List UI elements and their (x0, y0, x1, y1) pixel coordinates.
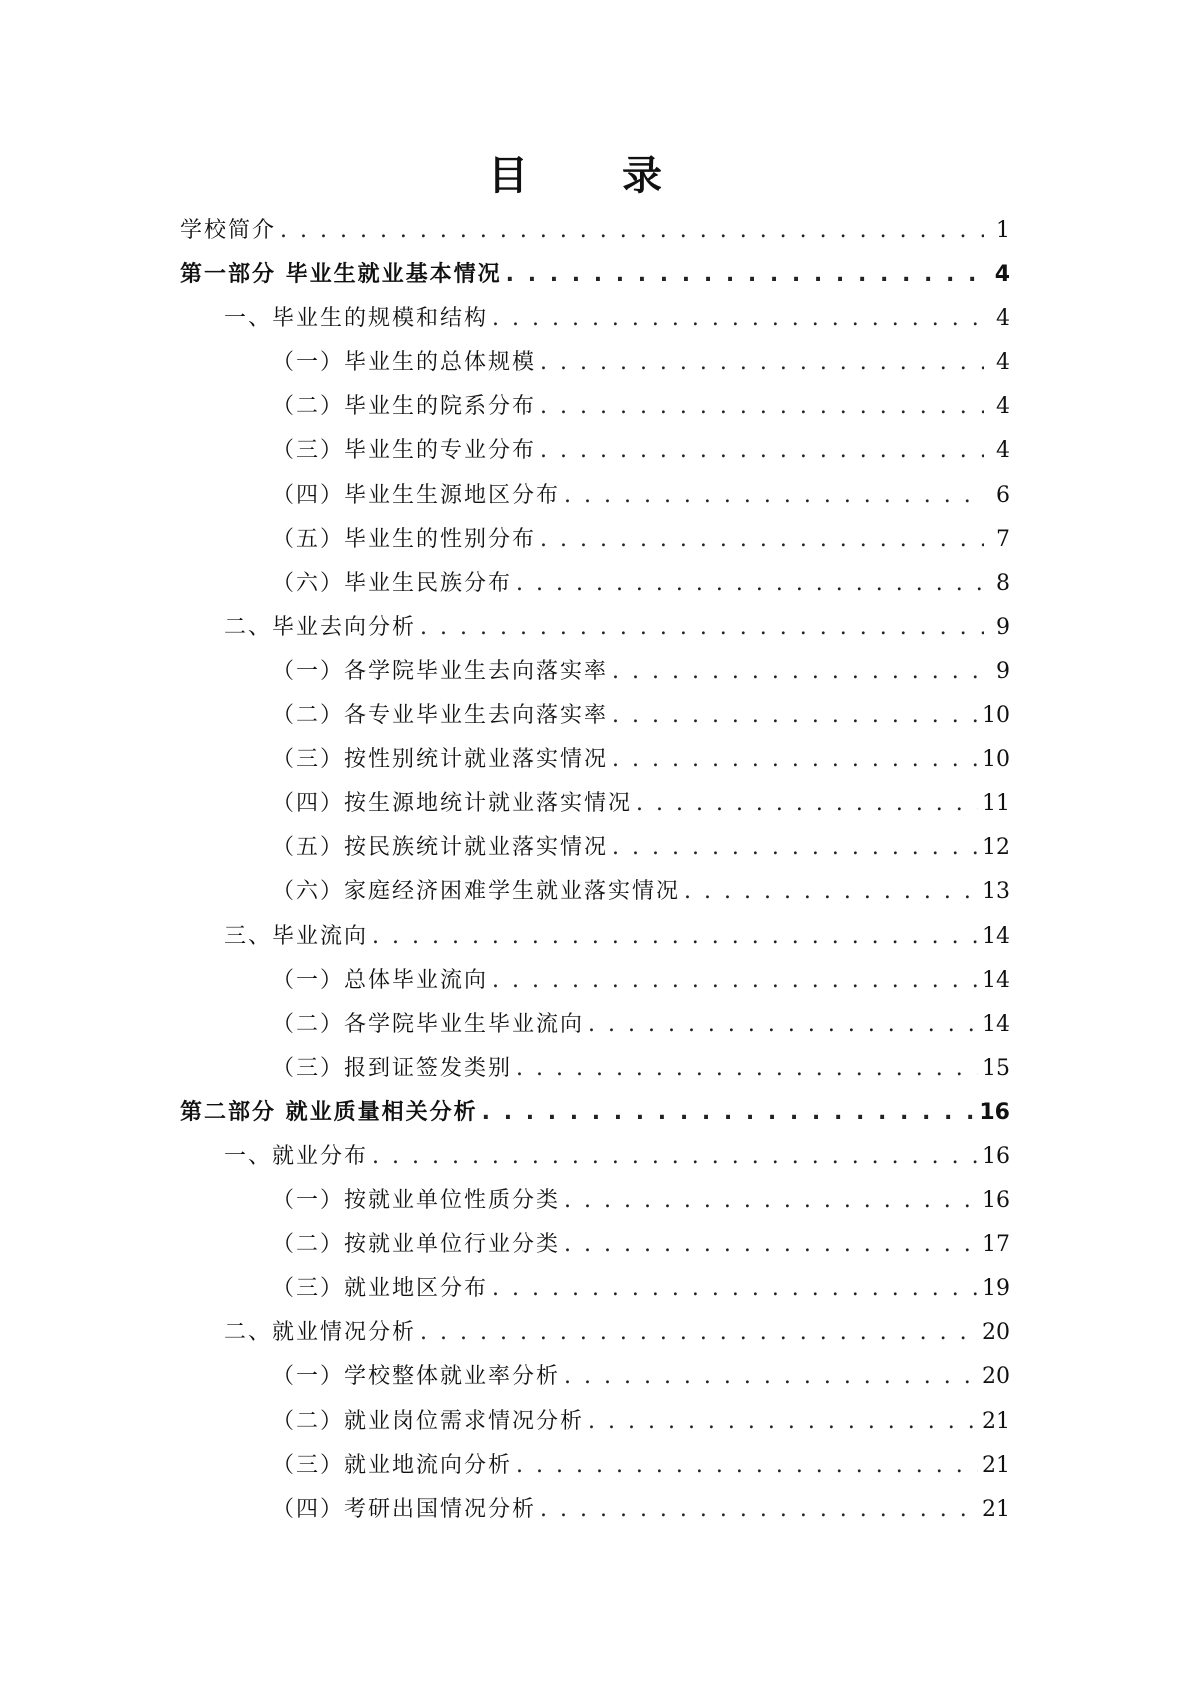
toc-entry-title: （六）家庭经济困难学生就业落实情况 (272, 879, 681, 905)
toc-leader-dots (540, 350, 984, 375)
toc-leader-dots (564, 1232, 978, 1257)
toc-entry-title: 一、毕业生的规模和结构 (224, 306, 489, 332)
toc-entry-title: （四）毕业生生源地区分布 (272, 482, 561, 508)
toc-leader-dots (492, 306, 984, 331)
toc-leader-dots (516, 1453, 978, 1478)
toc-page-number: 13 (982, 879, 1010, 905)
toc-page-number: 20 (982, 1364, 1010, 1390)
toc-leader-dots (372, 1144, 978, 1169)
toc-entry[interactable] (180, 1227, 1010, 1271)
table-of-contents (180, 213, 1010, 1536)
toc-entry[interactable] (180, 1051, 1010, 1095)
toc-entry[interactable] (180, 1007, 1010, 1051)
toc-entry-title: 第二部分 就业质量相关分析 (180, 1099, 478, 1125)
toc-entry-title: （二）毕业生的院系分布 (272, 394, 537, 420)
toc-entry-title: （三）报到证签发类别 (272, 1055, 513, 1081)
toc-page-number: 4 (994, 262, 1010, 288)
toc-entry-title: （六）毕业生民族分布 (272, 570, 513, 596)
toc-page-number: 4 (996, 394, 1010, 420)
toc-leader-dots (420, 615, 984, 640)
toc-leader-dots (516, 571, 984, 596)
toc-entry[interactable] (180, 1271, 1010, 1315)
toc-leader-dots (612, 703, 978, 728)
toc-entry-title: （三）就业地流向分析 (272, 1452, 513, 1478)
toc-page-number: 4 (996, 438, 1010, 464)
toc-leader-dots (636, 791, 978, 816)
toc-entry[interactable] (180, 213, 1010, 257)
toc-page-number: 15 (982, 1055, 1010, 1081)
toc-leader-dots (540, 438, 984, 463)
toc-entry[interactable] (180, 433, 1010, 477)
toc-entry[interactable] (180, 963, 1010, 1007)
toc-entry[interactable] (180, 522, 1010, 566)
toc-leader-dots (420, 1320, 978, 1345)
toc-page-number: 14 (982, 923, 1010, 949)
toc-leader-dots (492, 1276, 978, 1301)
toc-entry[interactable] (180, 654, 1010, 698)
toc-leader-dots (540, 527, 984, 552)
toc-page-number: 12 (982, 835, 1010, 861)
toc-leader-dots (372, 924, 978, 949)
toc-entry-title: 学校简介 (180, 218, 277, 243)
toc-entry[interactable] (180, 478, 1010, 522)
toc-leader-dots (482, 1100, 976, 1125)
toc-entry[interactable] (180, 610, 1010, 654)
toc-page-number: 14 (982, 1011, 1010, 1037)
toc-leader-dots (612, 747, 978, 772)
toc-page-number: 21 (982, 1496, 1010, 1522)
toc-entry-title: 三、毕业流向 (224, 923, 369, 949)
toc-page-number: 16 (982, 1143, 1010, 1169)
toc-entry-title: 二、毕业去向分析 (224, 614, 417, 640)
toc-page-number: 1 (996, 218, 1010, 243)
toc-entry-title: （二）按就业单位行业分类 (272, 1232, 561, 1258)
toc-entry[interactable] (180, 301, 1010, 345)
toc-entry-title: 一、就业分布 (224, 1143, 369, 1169)
toc-entry-title: （二）各学院毕业生毕业流向 (272, 1011, 585, 1037)
toc-entry[interactable] (180, 1139, 1010, 1183)
toc-page-number: 9 (996, 658, 1010, 684)
toc-entry-title: （一）学校整体就业率分析 (272, 1364, 561, 1390)
toc-entry-title: （三）按性别统计就业落实情况 (272, 747, 609, 773)
toc-entry-title: 二、就业情况分析 (224, 1320, 417, 1346)
toc-page-number: 4 (996, 350, 1010, 376)
toc-entry[interactable] (180, 566, 1010, 610)
toc-page-number: 16 (982, 1188, 1010, 1214)
toc-leader-dots (564, 1364, 978, 1389)
toc-entry-title: 第一部分 毕业生就业基本情况 (180, 262, 502, 288)
toc-page-number: 4 (996, 306, 1010, 332)
toc-entry[interactable] (180, 742, 1010, 786)
toc-leader-dots (684, 879, 978, 904)
toc-leader-dots (280, 218, 984, 243)
toc-page-number: 21 (982, 1408, 1010, 1434)
toc-page-number: 20 (982, 1320, 1010, 1346)
toc-entry[interactable] (180, 257, 1010, 301)
toc-entry[interactable] (180, 1359, 1010, 1403)
toc-leader-dots (506, 262, 984, 287)
toc-entry[interactable] (180, 919, 1010, 963)
toc-page-number: 8 (996, 570, 1010, 596)
toc-page-number: 11 (982, 791, 1010, 817)
toc-page-number: 6 (996, 482, 1010, 508)
toc-entry[interactable] (180, 786, 1010, 830)
toc-entry[interactable] (180, 1492, 1010, 1536)
toc-leader-dots (540, 394, 984, 419)
toc-leader-dots (540, 1497, 978, 1522)
toc-entry[interactable] (180, 1404, 1010, 1448)
toc-leader-dots (588, 1012, 978, 1037)
toc-page-number: 10 (982, 703, 1010, 729)
toc-entry[interactable] (180, 830, 1010, 874)
toc-entry-title: （一）各学院毕业生去向落实率 (272, 658, 609, 684)
toc-entry-title: （五）毕业生的性别分布 (272, 526, 537, 552)
toc-entry-title: （四）按生源地统计就业落实情况 (272, 791, 633, 817)
toc-leader-dots (588, 1409, 978, 1434)
toc-leader-dots (612, 659, 984, 684)
toc-entry[interactable] (180, 389, 1010, 433)
toc-entry[interactable] (180, 698, 1010, 742)
toc-page-number: 7 (996, 526, 1010, 552)
toc-entry-title: （一）按就业单位性质分类 (272, 1188, 561, 1214)
toc-page-number: 16 (979, 1099, 1010, 1125)
toc-page-number: 17 (982, 1232, 1010, 1258)
toc-entry[interactable] (180, 1315, 1010, 1359)
toc-entry[interactable] (180, 1183, 1010, 1227)
toc-entry-title: （三）就业地区分布 (272, 1276, 489, 1302)
page-title: 目 录 (488, 153, 702, 199)
toc-leader-dots (612, 835, 978, 860)
toc-entry[interactable] (180, 874, 1010, 918)
toc-entry-title: （四）考研出国情况分析 (272, 1496, 537, 1522)
toc-entry-title: （五）按民族统计就业落实情况 (272, 835, 609, 861)
toc-entry-title: （二）就业岗位需求情况分析 (272, 1408, 585, 1434)
toc-entry-title: （三）毕业生的专业分布 (272, 438, 537, 464)
toc-entry-title: （二）各专业毕业生去向落实率 (272, 703, 609, 729)
toc-page-number: 9 (996, 614, 1010, 640)
toc-entry[interactable] (180, 345, 1010, 389)
toc-page-number: 21 (982, 1452, 1010, 1478)
toc-leader-dots (564, 483, 984, 508)
toc-entry[interactable] (180, 1448, 1010, 1492)
toc-leader-dots (492, 968, 978, 993)
toc-page-number: 19 (982, 1276, 1010, 1302)
toc-leader-dots (516, 1056, 978, 1081)
toc-entry-title: （一）总体毕业流向 (272, 967, 489, 993)
toc-leader-dots (564, 1188, 978, 1213)
toc-page-number: 14 (982, 967, 1010, 993)
toc-entry[interactable] (180, 1095, 1010, 1139)
toc-entry-title: （一）毕业生的总体规模 (272, 350, 537, 376)
toc-page-number: 10 (982, 747, 1010, 773)
